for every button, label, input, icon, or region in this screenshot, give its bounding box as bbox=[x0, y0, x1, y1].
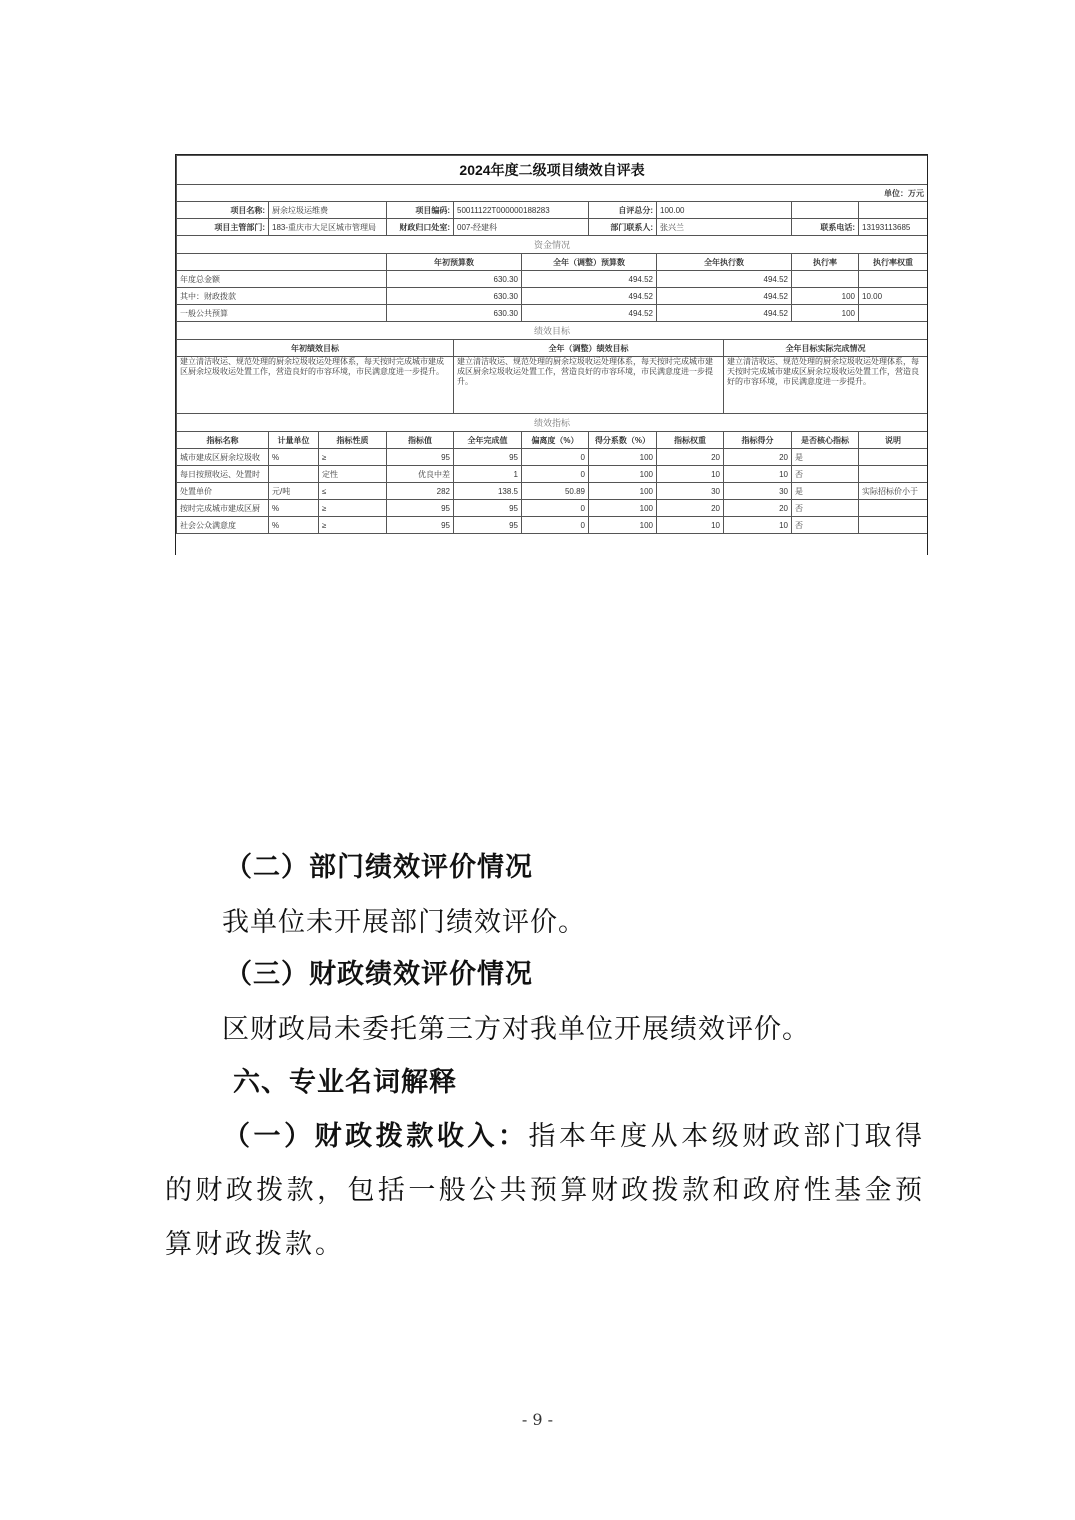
indicator-note bbox=[859, 466, 928, 483]
indicator-target: 95 bbox=[387, 449, 454, 466]
indicator-coefficient: 100 bbox=[589, 449, 657, 466]
indicator-nature: ≥ bbox=[319, 517, 387, 534]
indicator-header: 得分系数（%） bbox=[589, 432, 657, 449]
indicator-row bbox=[177, 500, 928, 517]
heading-finance-evaluation: （三）财政绩效评价情况 bbox=[225, 959, 533, 990]
indicator-nature: ≤ bbox=[319, 483, 387, 500]
indicator-core: 是 bbox=[792, 449, 859, 466]
indicator-note bbox=[859, 500, 928, 517]
term-label: （一）财政拨款收入： bbox=[223, 1121, 529, 1152]
funds-adjusted: 494.52 bbox=[522, 288, 657, 305]
funds-row-label: 年度总金额 bbox=[177, 271, 387, 288]
finance-label: 财政归口处室: bbox=[387, 219, 454, 236]
contact: 张兴兰 bbox=[657, 219, 792, 236]
funds-weight bbox=[859, 271, 928, 288]
indicator-target: 优良中差 bbox=[387, 466, 454, 483]
goal-header: 全年（调整）绩效目标 bbox=[454, 340, 724, 357]
funds-header-row bbox=[177, 254, 928, 271]
phone-label: 联系电话: bbox=[792, 219, 859, 236]
funds-header: 执行率 bbox=[792, 254, 859, 271]
indicator-nature: 定性 bbox=[319, 466, 387, 483]
indicator-unit: % bbox=[269, 449, 319, 466]
project-name-label: 项目名称: bbox=[177, 202, 269, 219]
contact-label: 部门联系人: bbox=[589, 219, 657, 236]
indicator-note bbox=[859, 517, 928, 534]
performance-self-evaluation-table bbox=[175, 154, 928, 555]
funds-header: 全年（调整）预算数 bbox=[522, 254, 657, 271]
funds-rate bbox=[792, 271, 859, 288]
indicator-note: 实际招标价小于 bbox=[859, 483, 928, 500]
indicator-nature: ≥ bbox=[319, 500, 387, 517]
funds-row bbox=[177, 288, 928, 305]
indicator-core: 否 bbox=[792, 517, 859, 534]
indicator-header: 计量单位 bbox=[269, 432, 319, 449]
indicator-unit bbox=[269, 466, 319, 483]
indicator-row bbox=[177, 449, 928, 466]
self-score: 100.00 bbox=[657, 202, 792, 219]
indicator-header: 指标名称 bbox=[177, 432, 269, 449]
indicator-name: 按时完成城市建成区厨 bbox=[177, 500, 269, 517]
funds-adjusted: 494.52 bbox=[522, 271, 657, 288]
goal-actual: 建立清洁收运、规范处理的厨余垃圾收运处理体系，每天按时完成城市建成区厨余垃圾收运处置工作，营造良好的市容环境，市民满意度进一步提升。 bbox=[724, 357, 928, 414]
indicator-actual: 95 bbox=[454, 500, 522, 517]
funds-header: 全年执行数 bbox=[657, 254, 792, 271]
indicator-score: 10 bbox=[724, 517, 792, 534]
indicator-deviation: 50.89 bbox=[522, 483, 589, 500]
indicator-actual: 95 bbox=[454, 449, 522, 466]
indicator-row bbox=[177, 483, 928, 500]
indicator-row bbox=[177, 517, 928, 534]
funds-row-label: 一般公共预算 bbox=[177, 305, 387, 322]
funds-executed: 494.52 bbox=[657, 271, 792, 288]
indicator-deviation: 0 bbox=[522, 517, 589, 534]
info-row-1 bbox=[177, 202, 928, 219]
table-title: 2024年度二级项目绩效自评表 bbox=[177, 156, 928, 185]
indicator-deviation: 0 bbox=[522, 466, 589, 483]
term-paragraph bbox=[165, 1110, 925, 1272]
funds-weight bbox=[859, 305, 928, 322]
indicator-deviation: 0 bbox=[522, 500, 589, 517]
funds-executed: 494.52 bbox=[657, 305, 792, 322]
dept-label: 项目主管部门: bbox=[177, 219, 269, 236]
indicator-score: 20 bbox=[724, 449, 792, 466]
goal-header: 全年目标实际完成情况 bbox=[724, 340, 928, 357]
indicator-score: 30 bbox=[724, 483, 792, 500]
goal-section-title: 绩效目标 bbox=[177, 322, 928, 340]
indicator-coefficient: 100 bbox=[589, 517, 657, 534]
indicator-unit: % bbox=[269, 517, 319, 534]
heading-terms: 六、专业名词解释 bbox=[233, 1067, 457, 1098]
funds-weight: 10.00 bbox=[859, 288, 928, 305]
indicator-header: 指标权重 bbox=[657, 432, 724, 449]
indicator-score: 20 bbox=[724, 500, 792, 517]
paragraph-finance-evaluation: 区财政局未委托第三方对我单位开展绩效评价。 bbox=[222, 1014, 810, 1045]
indicator-target: 95 bbox=[387, 500, 454, 517]
indicator-actual: 95 bbox=[454, 517, 522, 534]
indicator-actual: 138.5 bbox=[454, 483, 522, 500]
indicator-unit: 元/吨 bbox=[269, 483, 319, 500]
dept: 183-重庆市大足区城市管理局 bbox=[269, 219, 387, 236]
finance: 007-经建科 bbox=[454, 219, 589, 236]
funds-rate: 100 bbox=[792, 305, 859, 322]
info-row-2 bbox=[177, 219, 928, 236]
funds-section-title: 资金情况 bbox=[177, 236, 928, 254]
funds-initial: 630.30 bbox=[387, 288, 522, 305]
indicator-core: 否 bbox=[792, 466, 859, 483]
funds-executed: 494.52 bbox=[657, 288, 792, 305]
indicator-name: 处置单价 bbox=[177, 483, 269, 500]
indicator-target: 282 bbox=[387, 483, 454, 500]
indicator-coefficient: 100 bbox=[589, 466, 657, 483]
goal-adjusted: 建立清洁收运、规范处理的厨余垃圾收运处理体系，每天按时完成城市建成区厨余垃圾收运处置工作，营造良好的市容环境，市民满意度进一步提升。 bbox=[454, 357, 724, 414]
funds-row-label: 其中：财政拨款 bbox=[177, 288, 387, 305]
project-code-label: 项目编码: bbox=[387, 202, 454, 219]
page-number: - 9 - bbox=[521, 1410, 554, 1429]
project-name: 厨余垃圾运维费 bbox=[269, 202, 387, 219]
funds-initial: 630.30 bbox=[387, 271, 522, 288]
indicator-header: 全年完成值 bbox=[454, 432, 522, 449]
funds-header: 年初预算数 bbox=[387, 254, 522, 271]
indicator-unit: % bbox=[269, 500, 319, 517]
project-code: 50011122T000000188283 bbox=[454, 202, 589, 219]
term-body: 指本年度从本级财政部门取得的财政拨款，包括一般公共预算财政拨款和政府性基金预算财政拨款。 bbox=[165, 1121, 926, 1260]
indicator-name: 城市建成区厨余垃圾收 bbox=[177, 449, 269, 466]
funds-rate: 100 bbox=[792, 288, 859, 305]
indicator-header: 指标性质 bbox=[319, 432, 387, 449]
indicator-section-title: 绩效指标 bbox=[177, 414, 928, 432]
indicator-note bbox=[859, 449, 928, 466]
indicator-core: 是 bbox=[792, 483, 859, 500]
funds-adjusted: 494.52 bbox=[522, 305, 657, 322]
indicator-name: 社会公众满意度 bbox=[177, 517, 269, 534]
indicator-target: 95 bbox=[387, 517, 454, 534]
indicator-header-row bbox=[177, 432, 928, 449]
indicator-actual: 1 bbox=[454, 466, 522, 483]
indicator-core: 否 bbox=[792, 500, 859, 517]
funds-initial: 630.30 bbox=[387, 305, 522, 322]
indicator-name: 每日按照收运、处置时 bbox=[177, 466, 269, 483]
goal-header-row bbox=[177, 340, 928, 357]
paragraph-dept-evaluation: 我单位未开展部门绩效评价。 bbox=[222, 907, 586, 938]
funds-row bbox=[177, 305, 928, 322]
table-unit: 单位：万元 bbox=[177, 185, 928, 202]
heading-dept-evaluation: （二）部门绩效评价情况 bbox=[225, 852, 533, 883]
indicator-weight: 10 bbox=[657, 466, 724, 483]
indicator-header: 说明 bbox=[859, 432, 928, 449]
indicator-weight: 10 bbox=[657, 517, 724, 534]
self-score-label: 自评总分: bbox=[589, 202, 657, 219]
indicator-nature: ≥ bbox=[319, 449, 387, 466]
phone: 13193113685 bbox=[859, 219, 928, 236]
indicator-coefficient: 100 bbox=[589, 500, 657, 517]
indicator-weight: 30 bbox=[657, 483, 724, 500]
goal-row bbox=[177, 357, 928, 414]
indicator-weight: 20 bbox=[657, 449, 724, 466]
indicator-coefficient: 100 bbox=[589, 483, 657, 500]
indicator-header: 指标得分 bbox=[724, 432, 792, 449]
goal-initial: 建立清洁收运、规范处理的厨余垃圾收运处理体系，每天按时完成城市建成区厨余垃圾收运处置工作，营造良好的市容环境，市民满意度进一步提升。 bbox=[177, 357, 454, 414]
indicator-score: 10 bbox=[724, 466, 792, 483]
indicator-weight: 20 bbox=[657, 500, 724, 517]
indicator-header: 偏离度（%） bbox=[522, 432, 589, 449]
funds-header: 执行率权重 bbox=[859, 254, 928, 271]
indicator-row bbox=[177, 466, 928, 483]
indicator-deviation: 0 bbox=[522, 449, 589, 466]
indicator-header: 是否核心指标 bbox=[792, 432, 859, 449]
funds-row bbox=[177, 271, 928, 288]
indicator-header: 指标值 bbox=[387, 432, 454, 449]
goal-header: 年初绩效目标 bbox=[177, 340, 454, 357]
